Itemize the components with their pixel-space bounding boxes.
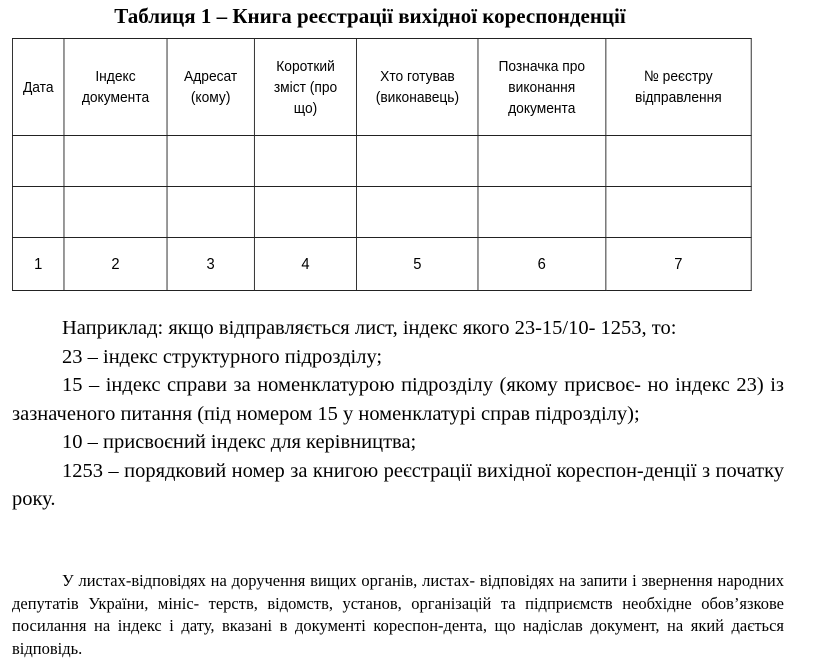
paragraph-1253: 1253 – порядковий номер за книгою реєстрації вихідної кореспон-денції з початку року.	[12, 459, 784, 510]
paragraph-15: 15 – індекс справи за номенклатурою підрозділу (якому присвоє- но індекс 23) із зазначеного питання (під номером 15 у номенклатурі справ підрозділу);	[12, 374, 784, 425]
paragraph-example: Наприклад: якщо відправляється лист, індекс якого 23-15/10- 1253, то:	[62, 317, 677, 339]
table-title: Таблиця 1 – Книга реєстрації вихідної кореспонденції	[114, 4, 626, 28]
column-number: 6	[478, 238, 605, 291]
column-number: 4	[254, 238, 357, 291]
table-row	[12, 136, 751, 187]
note-paragraph: У листах-відповідях на доручення вищих органів, листах- відповідях на запити і звернення народних депутатів України, мініс- терств, відомств, установ, організацій та підприємств необхідне обов’язкове посилання на індекс і дату, вказані в документі кореспон-дента, що надіслав документ, на який дається відповідь.	[12, 571, 784, 658]
header-registry-number: № реєстру відправлення	[606, 39, 752, 136]
column-number-row	[12, 238, 751, 291]
column-number: 3	[167, 238, 254, 291]
paragraph-23: 23 – індекс структурного підрозділу;	[62, 345, 383, 368]
registry-table	[12, 38, 752, 291]
column-number: 7	[606, 238, 752, 291]
body-text	[12, 314, 784, 514]
header-index: Індекс документа	[64, 39, 167, 136]
column-number: 1	[12, 238, 64, 291]
column-number: 5	[357, 238, 478, 291]
header-date: Дата	[12, 39, 64, 136]
table-header-row	[12, 39, 751, 136]
header-summary: Короткий зміст (про що)	[254, 39, 357, 136]
header-execution-mark: Позначка про виконання документа	[478, 39, 605, 136]
header-executor: Хто готував (виконавець)	[357, 39, 478, 136]
paragraph-10: 10 – присвоєний індекс для керівництва;	[62, 431, 417, 453]
column-number: 2	[64, 238, 167, 291]
table-row	[12, 187, 751, 238]
header-addressee: Адресат (кому)	[167, 39, 254, 136]
